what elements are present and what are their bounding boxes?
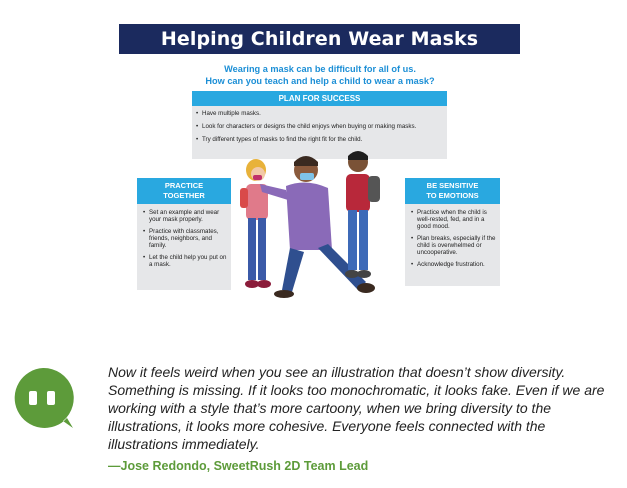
- quote-attribution: —Jose Redondo, SweetRush 2D Team Lead: [108, 459, 369, 473]
- boy-figure: [345, 151, 380, 278]
- practice-item: • Practice with classmates, friends, neighbors, and family.: [139, 228, 227, 249]
- girl-figure: [240, 159, 271, 288]
- practice-heading: [137, 178, 231, 204]
- intro-line-1: Wearing a mask can be difficult for all of us.: [224, 64, 416, 74]
- be-sensitive-box: [405, 178, 500, 286]
- plan-heading: PLAN FOR SUCCESS: [192, 91, 447, 106]
- plan-item: • Have multiple masks.: [192, 110, 447, 117]
- practice-item: • Let the child help you put on a mask.: [139, 254, 227, 268]
- practice-body: [137, 204, 231, 290]
- plan-item: • Try different types of masks to find the right fit for the child.: [192, 136, 447, 143]
- quote-bubble-icon: [11, 366, 75, 430]
- plan-item: • Look for characters or designs the child enjoys when buying or making masks.: [192, 123, 447, 130]
- sensitive-heading-line-1: BE SENSITIVE: [426, 181, 479, 190]
- practice-together-box: [137, 178, 231, 290]
- sensitive-item: • Acknowledge frustration.: [407, 261, 497, 268]
- quote-text: Now it feels weird when you see an illustration that doesn’t show diversity. Something is missing. If it looks too monochromatic, it looks fake. Even if we are working with a style that’s more cartoony, when we bring diversity to the illustrations, it looks more cohesive. Everyone feels connected with the illustrations immediately.: [108, 364, 605, 452]
- intro-line-2: How can you teach and help a child to wear a mask?: [205, 76, 435, 86]
- sensitive-item: • Plan breaks, especially if the child is overwhelmed or uncooperative.: [407, 235, 497, 256]
- sensitive-heading-line-2: TO EMOTIONS: [426, 191, 479, 200]
- sensitive-body: [405, 204, 500, 286]
- sensitive-heading: [405, 178, 500, 204]
- infographic-title: Helping Children Wear Masks: [119, 24, 520, 54]
- practice-heading-line-1: PRACTICE: [164, 181, 204, 190]
- practice-item: • Set an example and wear your mask properly.: [139, 209, 227, 223]
- family-illustration: [228, 140, 408, 320]
- sensitive-item: • Practice when the child is well-rested, fed, and in a good mood.: [407, 209, 497, 230]
- intro-text: [150, 63, 490, 87]
- practice-heading-line-2: TOGETHER: [163, 191, 205, 200]
